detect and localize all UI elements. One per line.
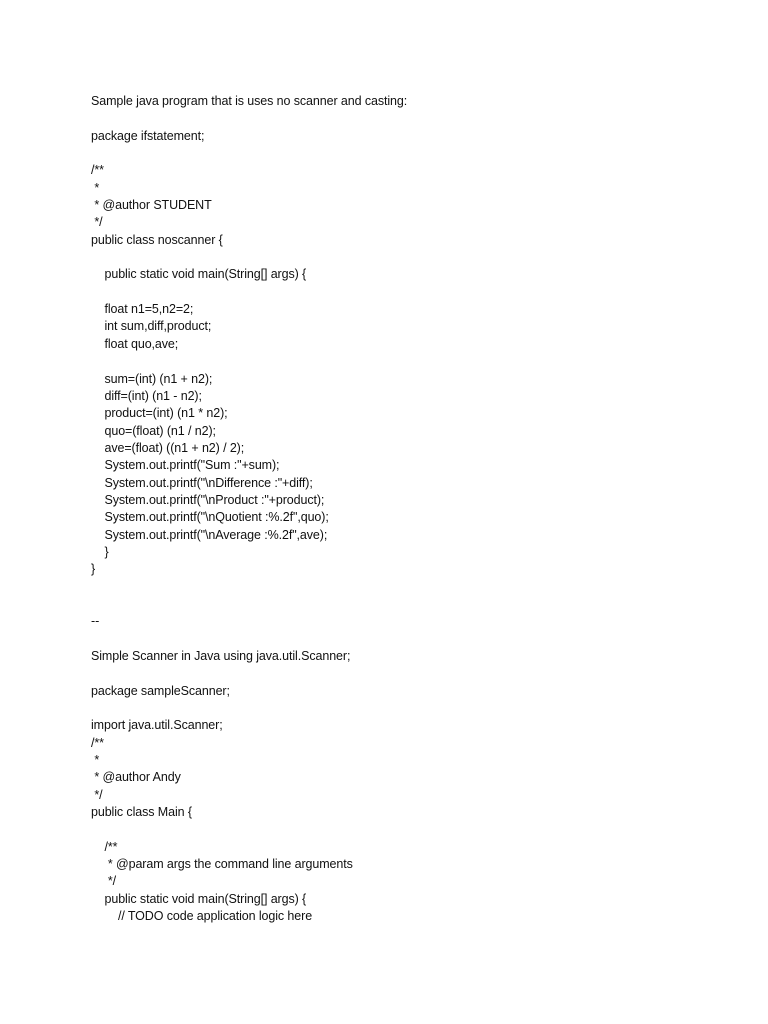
code-line-main-method: public static void main(String[] args) { bbox=[91, 267, 307, 282]
code-line: quo=(float) (n1 / n2); bbox=[91, 423, 216, 438]
doc-line-blank bbox=[91, 631, 731, 648]
doc-line-blank bbox=[91, 353, 731, 370]
doc-line-blank bbox=[91, 579, 731, 596]
doc-line-blank bbox=[91, 700, 731, 717]
code-line-import: import java.util.Scanner; bbox=[91, 718, 223, 733]
code-line: System.out.printf("Sum :"+sum); bbox=[91, 458, 280, 473]
code-line: System.out.printf("\nProduct :"+product); bbox=[91, 492, 325, 507]
code-line: ave=(float) ((n1 + n2) / 2); bbox=[91, 440, 245, 455]
doc-line-heading: Simple Scanner in Java using java.util.Scanner; bbox=[91, 649, 351, 663]
code-line-class-declaration: public class Main { bbox=[91, 805, 192, 820]
code-line-comment-open: /** bbox=[91, 735, 104, 750]
code-line-comment-open: /** bbox=[91, 839, 118, 854]
code-line-class-declaration: public class noscanner { bbox=[91, 232, 223, 247]
code-line-main-method: public static void main(String[] args) { bbox=[91, 891, 307, 906]
doc-line-blank bbox=[91, 821, 731, 838]
code-line-comment: * bbox=[91, 753, 100, 768]
doc-line-separator: -- bbox=[91, 614, 100, 629]
code-line: int sum,diff,product; bbox=[91, 319, 212, 334]
code-line: product=(int) (n1 * n2); bbox=[91, 406, 228, 421]
code-line-comment: * bbox=[91, 180, 100, 195]
code-line-author: * @author STUDENT bbox=[91, 198, 212, 213]
doc-line-blank bbox=[91, 110, 731, 127]
code-line: System.out.printf("\nQuotient :%.2f",quo); bbox=[91, 510, 329, 525]
code-line-brace: } bbox=[91, 562, 96, 577]
doc-line-blank bbox=[91, 249, 731, 266]
code-line-author: * @author Andy bbox=[91, 770, 181, 785]
code-line: System.out.printf("\nAverage :%.2f",ave); bbox=[91, 527, 328, 542]
doc-line-blank bbox=[91, 145, 731, 162]
code-line: System.out.printf("\nDifference :"+diff); bbox=[91, 475, 313, 490]
doc-line-blank bbox=[91, 596, 731, 613]
code-line: diff=(int) (n1 - n2); bbox=[91, 388, 202, 403]
doc-line-blank bbox=[91, 665, 731, 682]
code-line-comment-open: /** bbox=[91, 163, 104, 178]
code-line: float quo,ave; bbox=[91, 336, 179, 351]
code-line: float n1=5,n2=2; bbox=[91, 302, 194, 317]
code-line-comment-close: */ bbox=[91, 787, 103, 802]
code-line-comment-close: */ bbox=[91, 215, 103, 230]
code-line-package: package ifstatement; bbox=[91, 128, 205, 143]
doc-line-intro: Sample java program that is uses no scanner and casting: bbox=[91, 94, 408, 108]
code-line-comment-close: */ bbox=[91, 874, 117, 889]
code-line: sum=(int) (n1 + n2); bbox=[91, 371, 213, 386]
document-text-body bbox=[91, 93, 731, 926]
code-line-param: * @param args the command line arguments bbox=[91, 857, 353, 872]
doc-line-blank bbox=[91, 284, 731, 301]
code-line-brace: } bbox=[91, 544, 109, 559]
code-line-package: package sampleScanner; bbox=[91, 683, 230, 698]
code-line-todo: // TODO code application logic here bbox=[91, 909, 313, 924]
